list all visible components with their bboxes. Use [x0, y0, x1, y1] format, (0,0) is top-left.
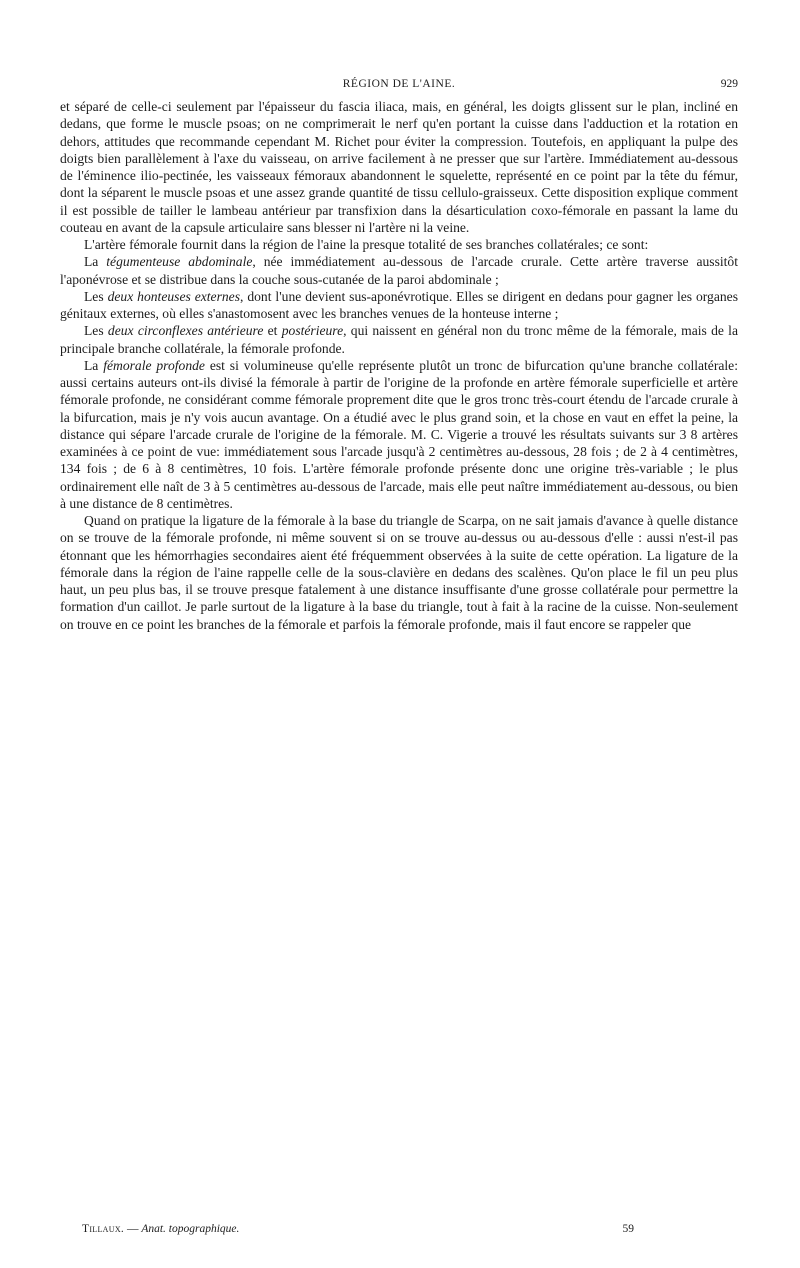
- italic-term: tégumenteuse abdominale: [106, 254, 253, 270]
- footer-work-title: Anat. topographique.: [141, 1223, 240, 1235]
- text-run: Quand on pratique la ligature de la fémorale à la base du triangle de Scarpa, on ne sait jamais d'avance à quelle distance on se trouve de la fémorale profonde, ni même souvent si on se trouve au-dessus ou au-dessous d'elle : aussi n'est-il pas étonnant que les hémorrhagies secondaires aient été fréquemment observées à la suite de cette opération. La ligature de la fémorale dans la région de l'aine rappelle celle de la sous-clavière en dedans des scalènes. Qu'on place le fil un peu plus haut, un peu plus bas, il se trouve presque fatalement à une distance insuffisante d'une grosse collatérale pour permettre la formation d'un caillot. Je parle surtout de la ligature à la base du triangle, tout à fait à la racine de la cuisse. Non-seulement on trouve en ce point les branches de la fémorale et parfois la fémorale profonde, mais il faut encore se rappeler que: [60, 513, 738, 632]
- paragraph: [60, 98, 738, 236]
- text-run: , qui naissent en général non du tronc même de la fémorale, mais de la principale branche collatérale, la fémorale profonde.: [60, 323, 738, 356]
- running-title: RÉGION DE L'AINE.: [342, 78, 456, 90]
- text-run: La: [84, 254, 107, 270]
- footer-separator: —: [124, 1223, 142, 1235]
- text-run: L'artère fémorale fournit dans la région de l'aine la presque totalité de ses branches collatérales; ce sont:: [84, 237, 649, 252]
- italic-term: deux honteuses externes: [107, 288, 240, 304]
- body-text: [60, 98, 738, 633]
- paragraph: [60, 236, 738, 253]
- text-run: et: [263, 323, 282, 339]
- italic-term: fémorale profonde: [103, 357, 205, 373]
- signature-mark: 59: [622, 1223, 634, 1235]
- text-run: , née immédiatement au-dessous de l'arcade crurale. Cette artère traverse aussitôt l'aponévrose et se distribue dans la couche sous-cutanée de la paroi abdominale ;: [60, 254, 738, 287]
- text-run: La: [84, 357, 104, 373]
- paragraph: [60, 288, 738, 323]
- paragraph: [60, 322, 738, 357]
- paragraph: [60, 512, 738, 633]
- paragraph: [60, 357, 738, 512]
- page-footer: [82, 1223, 738, 1239]
- running-head: [60, 78, 738, 98]
- footer-author: Tillaux.: [82, 1223, 125, 1235]
- text-run: Les: [84, 288, 108, 304]
- text-run: et séparé de celle-ci seulement par l'épaisseur du fascia iliaca, mais, en général, les doigts glissent sur le plan, incliné en dedans, que forme le muscle psoas; on ne comprimerait le nerf qu'en portant la cuisse dans l'adduction et la rotation en dehors, attitudes que recommande cependant M. Richet pour éviter la compression. Toutefois, en appliquant la pulpe des doigts bien parallèlement à l'axe du vaisseau, on arrive facilement à ne presser que sur l'artère. Immédiatement au-dessous de l'éminence ilio-pectinée, les vaisseaux fémoraux abandonnent le squelette, représenté en ce point par la tête du fémur, dont la séparent le muscle psoas et une assez grande quantité de tissu cellulo-graisseux. Cette disposition explique comment il est possible de tailler le lambeau antérieur par transfixion dans la désarticulation coxo-fémorale en passant la lame du couteau en avant de la capsule articulaire sans blesser ni l'artère ni la veine.: [60, 99, 738, 235]
- italic-term: deux circonflexes antérieure: [107, 323, 264, 339]
- text-run: , dont l'une devient sus-aponévrotique. Elles se dirigent en dedans pour gagner les organes génitaux externes, où elles s'anastomosent avec les branches venues de la honteuse interne ;: [60, 288, 738, 321]
- page-number: 929: [720, 78, 738, 90]
- text-run: Les: [84, 323, 108, 339]
- paragraph: [60, 253, 738, 288]
- text-run: est si volumineuse qu'elle représente plutôt un tronc de bifurcation qu'une branche collatérale: aussi certains auteurs ont-ils divisé la fémorale à partir de l'origine de la profonde en artère fémorale superficielle et artère fémorale profonde, ne considérant comme fémorale proprement dite que le gros tronc très-court étendu de l'arcade crurale à la bifurcation, mais je n'y vois aucun avantage. On a étudié avec le plus grand soin, et la chose en vaut en effet la peine, la distance qui sépare l'arcade crurale de l'origine de la fémorale. M. C. Vigerie a trouvé les résultats suivants sur 3 8 artères examinées à ce point de vue: immédiatement sous l'arcade jusqu'à 2 centimètres au-dessous, 28 fois ; de 2 à 4 centimètres, 134 fois ; de 6 à 8 centimètres, 10 fois. L'artère fémorale profonde présente donc une origine très-variable ; le plus ordinairement elle naît de 3 à 5 centimètres au-dessous de l'arcade, mais elle peut naître immédiatement au-dessous, ou bien à une distance de 8 centimètres.: [60, 357, 738, 511]
- italic-term: postérieure: [281, 323, 344, 339]
- footer-citation: [82, 1223, 239, 1235]
